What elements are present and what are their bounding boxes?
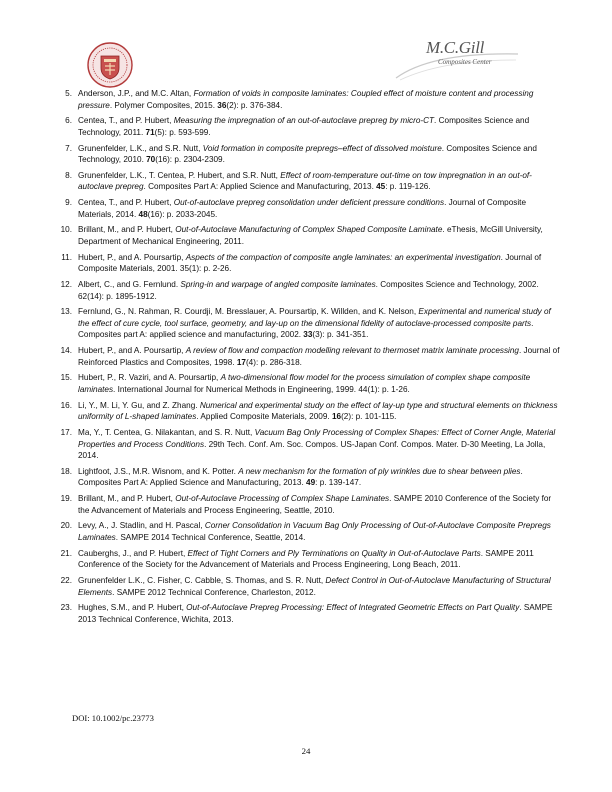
reference-volume: 49 [306,478,316,488]
reference-journal: . Journal of Composite Materials, 2014. [78,198,527,219]
mc-gill-composites-center-logo [392,34,522,84]
reference-title: Out-of-Autoclave Prepreg Processing: Effect of Integrated Geometric Effects on Part Quality [186,603,520,613]
reference-volume: 71 [145,127,155,137]
reference-number: 11. [61,252,72,262]
reference-title: A new mechanism for the formation of ply wrinkles due to shear between plies [238,466,521,476]
reference-title: Out-of-Autoclave Manufacturing of Complex Shaped Composite Laminate [175,225,443,235]
reference-volume: 45 [376,182,386,192]
reference-journal: . International Journal for Numerical Methods in Engineering, 1999. 44(1): p. 1-26. [113,384,410,394]
reference-volume: 17 [236,357,246,367]
reference-title: A review of flow and compaction modelling relevant to thermoset matrix laminate processing [185,346,519,356]
reference-text [78,575,560,598]
reference-text [78,427,560,462]
reference-number: 20. [60,521,72,531]
reference-item [58,466,560,489]
reference-title: Aspects of the compaction of composite angle laminates: an experimental investigation [185,252,501,262]
reference-journal: . SAMPE 2010 Conference of the Society for the Advancement of Materials and Process Engineering, Seattle, 2010. [78,494,552,515]
reference-item [58,372,560,395]
reference-text [78,115,560,138]
reference-authors: Centea, T., and P. Hubert, [78,116,174,126]
reference-pages: : p. 119-126. [385,182,431,192]
reference-journal: . Composites Science and Technology, 2002. 62(14): p. 1895-1912. [78,280,539,301]
reference-item [58,493,560,516]
reference-journal: . SAMPE 2012 Technical Conference, Charleston, 2012. [112,587,316,597]
reference-pages: : p. 139-147. [315,478,362,488]
reference-number: 22. [60,576,72,586]
reference-number: 19. [60,494,72,504]
reference-journal: . Composites Part A: Applied Science and Manufacturing, 2013. [78,466,523,488]
reference-item [58,197,560,220]
reference-volume: 36 [217,100,227,110]
reference-title: Out-of-autoclave prepreg consolidation under deficient pressure conditions [173,198,445,208]
reference-number: 16. [60,400,72,410]
reference-title: Spring-in and warpage of angled composite laminates [180,280,376,290]
reference-item [58,170,560,193]
reference-item [58,88,560,111]
reference-authors: Anderson, J.P., and M.C. Altan, [78,89,194,98]
reference-item [58,345,560,368]
reference-authors: Hubert, P., and A. Poursartip, [78,252,186,262]
reference-authors: Centea, T., and P. Hubert, [78,198,174,208]
reference-title: Corner Consolidation in Vacuum Bag Only Processing of Out-of-Autoclave Composite Prepregs Laminates [78,521,551,542]
reference-text [78,466,560,489]
reference-item [58,520,560,543]
reference-text [78,197,560,220]
reference-list [58,88,560,630]
reference-journal: . SAMPE 2014 Technical Conference, Seattle, 2014. [115,532,306,542]
reference-journal: . Applied Composite Materials, 2009. [196,412,332,422]
reference-text [78,493,560,516]
reference-title: Vacuum Bag Only Processing of Complex Shapes: Effect of Corner Angle, Material Properties and Process Conditions [78,428,556,449]
reference-authors: Brillant, M., and P. Hubert, [78,494,176,504]
reference-item [58,602,560,625]
reference-title: Effect of room-temperature out-time on tow impregnation in an out-of-autoclave prepreg [78,170,532,192]
reference-pages: (2): p. 376-384. [226,100,283,110]
reference-number: 9. [65,198,72,208]
reference-journal: . Polymer Composites, 2015. [109,100,218,110]
reference-journal: . Journal of Composite Materials, 2001. 35(1): p. 2-26. [78,252,542,274]
reference-pages: (4): p. 286-318. [245,357,302,367]
reference-item [58,306,560,341]
reference-authors: Lightfoot, J.S., M.R. Wisnom, and K. Potter. [78,466,239,476]
reference-text [78,170,560,193]
reference-text [78,372,560,395]
reference-title: A two-dimensional flow model for the process simulation of complex shape composite laminates [78,373,531,394]
reference-title: Experimental and numerical study of the effect of cure cycle, tool surface, geometry, and lay-up on the dimensional fidelity of autoclave-processed composite parts [78,307,551,328]
reference-number: 6. [65,116,72,126]
reference-text [78,306,560,341]
reference-number: 18. [60,466,72,476]
reference-authors: Li, Y., M. Li, Y. Gu, and Z. Zhang. [78,400,200,410]
reference-journal: . SAMPE 2011 Conference of the Society for the Advancement of Materials and Process Engineering, Long Beach, 2011. [78,548,534,570]
reference-journal: . Composites Science and Technology, 2010. [78,143,537,165]
reference-text [78,602,560,625]
reference-text [78,88,560,111]
doi-line: DOI: 10.1002/pc.23773 [72,713,154,723]
reference-number: 10. [60,225,72,235]
reference-number: 17. [60,428,72,438]
reference-item [58,279,560,302]
reference-title: Formation of voids in composite laminates: Coupled effect of moisture content and processing pressure [78,89,534,110]
logo-title: M.C.Gill [426,38,485,57]
reference-journal: . Journal of Reinforced Plastics and Composites, 1998. [78,346,560,367]
reference-authors: Hubert, P., R. Vaziri, and A. Poursartip, [78,373,221,383]
reference-pages: (3): p. 341-351. [312,330,369,340]
reference-authors: Cauberghs, J., and P. Hubert, [78,548,188,558]
reference-number: 5. [65,89,72,98]
reference-item [58,143,560,166]
reference-title: Measuring the impregnation of an out-of-autoclave prepreg by micro-CT [173,116,435,126]
reference-item [58,115,560,138]
reference-volume: 16 [331,412,342,422]
reference-volume: 70 [146,155,156,165]
reference-item [58,575,560,598]
reference-item [58,427,560,462]
reference-authors: Grunenfelder L.K., C. Fisher, C. Cabble, S. Thomas, and S. R. Nutt, [78,576,326,586]
reference-item [58,224,560,247]
reference-authors: Hubert, P., and A. Poursartip, [78,346,186,356]
reference-number: 7. [65,143,72,153]
reference-item [58,252,560,275]
reference-title: Out-of-Autoclave Processing of Complex Shape Laminates [175,494,390,504]
reference-text [78,252,560,275]
reference-journal: . Composites Science and Technology, 2011. [78,116,530,137]
reference-pages: (16): p. 2304-2309. [155,155,225,165]
reference-number: 8. [65,170,72,180]
reference-text [78,279,560,302]
reference-text [78,520,560,543]
reference-title: Defect Control in Out-of-Autoclave Manufacturing of Structural Elements [78,576,551,597]
reference-authors: Grunenfelder, L.K., T. Centea, P. Hubert, and S.R. Nutt, [78,170,281,180]
logo-subtitle: Composites Center [438,58,492,66]
reference-text [78,143,560,166]
reference-number: 23. [60,603,72,613]
reference-authors: Grunenfelder, L.K., and S.R. Nutt, [78,143,203,153]
reference-number: 21. [60,548,72,558]
university-seal-logo [86,40,134,90]
reference-authors: Levy, A., J. Stadlin, and H. Pascal, [78,521,205,531]
reference-journal: . Composites Part A: Applied Science and Manufacturing, 2013. [143,182,377,192]
reference-item [58,548,560,571]
reference-title: Void formation in composite prepregs–effect of dissolved moisture [202,143,442,153]
reference-number: 14. [60,346,72,356]
reference-text [78,548,560,571]
reference-authors: Albert, C., and G. Fernlund. [78,280,181,290]
reference-title: Effect of Tight Corners and Ply Terminations on Quality in Out-of-Autoclave Parts [187,548,481,558]
reference-text [78,345,560,368]
reference-authors: Hughes, S.M., and P. Hubert, [78,603,187,613]
reference-number: 15. [60,373,72,383]
reference-journal: . eThesis, McGill University, Department of Mechanical Engineering, 2011. [78,225,543,246]
reference-volume: 33 [303,330,313,340]
reference-journal: . SAMPE 2013 Technical Conference, Wichita, 2013. [78,603,553,624]
reference-text [78,224,560,247]
reference-number: 13. [60,307,72,317]
reference-pages: (16): p. 2033-2045. [147,209,218,219]
reference-item [58,400,560,423]
reference-journal: . 29th Tech. Conf. Am. Soc. Compos. US-Japan Conf. Compos. Mater. D-30 Meeting, La Jolla, 2014. [78,439,546,461]
reference-text [78,400,560,423]
page-number: 24 [301,746,311,756]
reference-authors: Brillant, M., and P. Hubert, [78,225,176,235]
reference-title: Numerical and experimental study on the effect of lay-up type and structural elements on thickness uniformity of L-shaped laminates [78,400,558,422]
reference-pages: (2): p. 101-115. [341,412,397,422]
reference-pages: (5): p. 593-599. [154,127,211,137]
reference-authors: Fernlund, G., N. Rahman, R. Courdji, M. Bresslauer, A. Poursartip, K. Willden, and K. Nelson, [78,307,419,317]
reference-authors: Ma, Y., T. Centea, G. Nilakantan, and S. R. Nutt, [78,428,255,438]
reference-journal: . Composites part A: applied science and manufacturing, 2002. [78,318,534,340]
reference-volume: 48 [138,209,148,219]
reference-number: 12. [60,280,72,290]
